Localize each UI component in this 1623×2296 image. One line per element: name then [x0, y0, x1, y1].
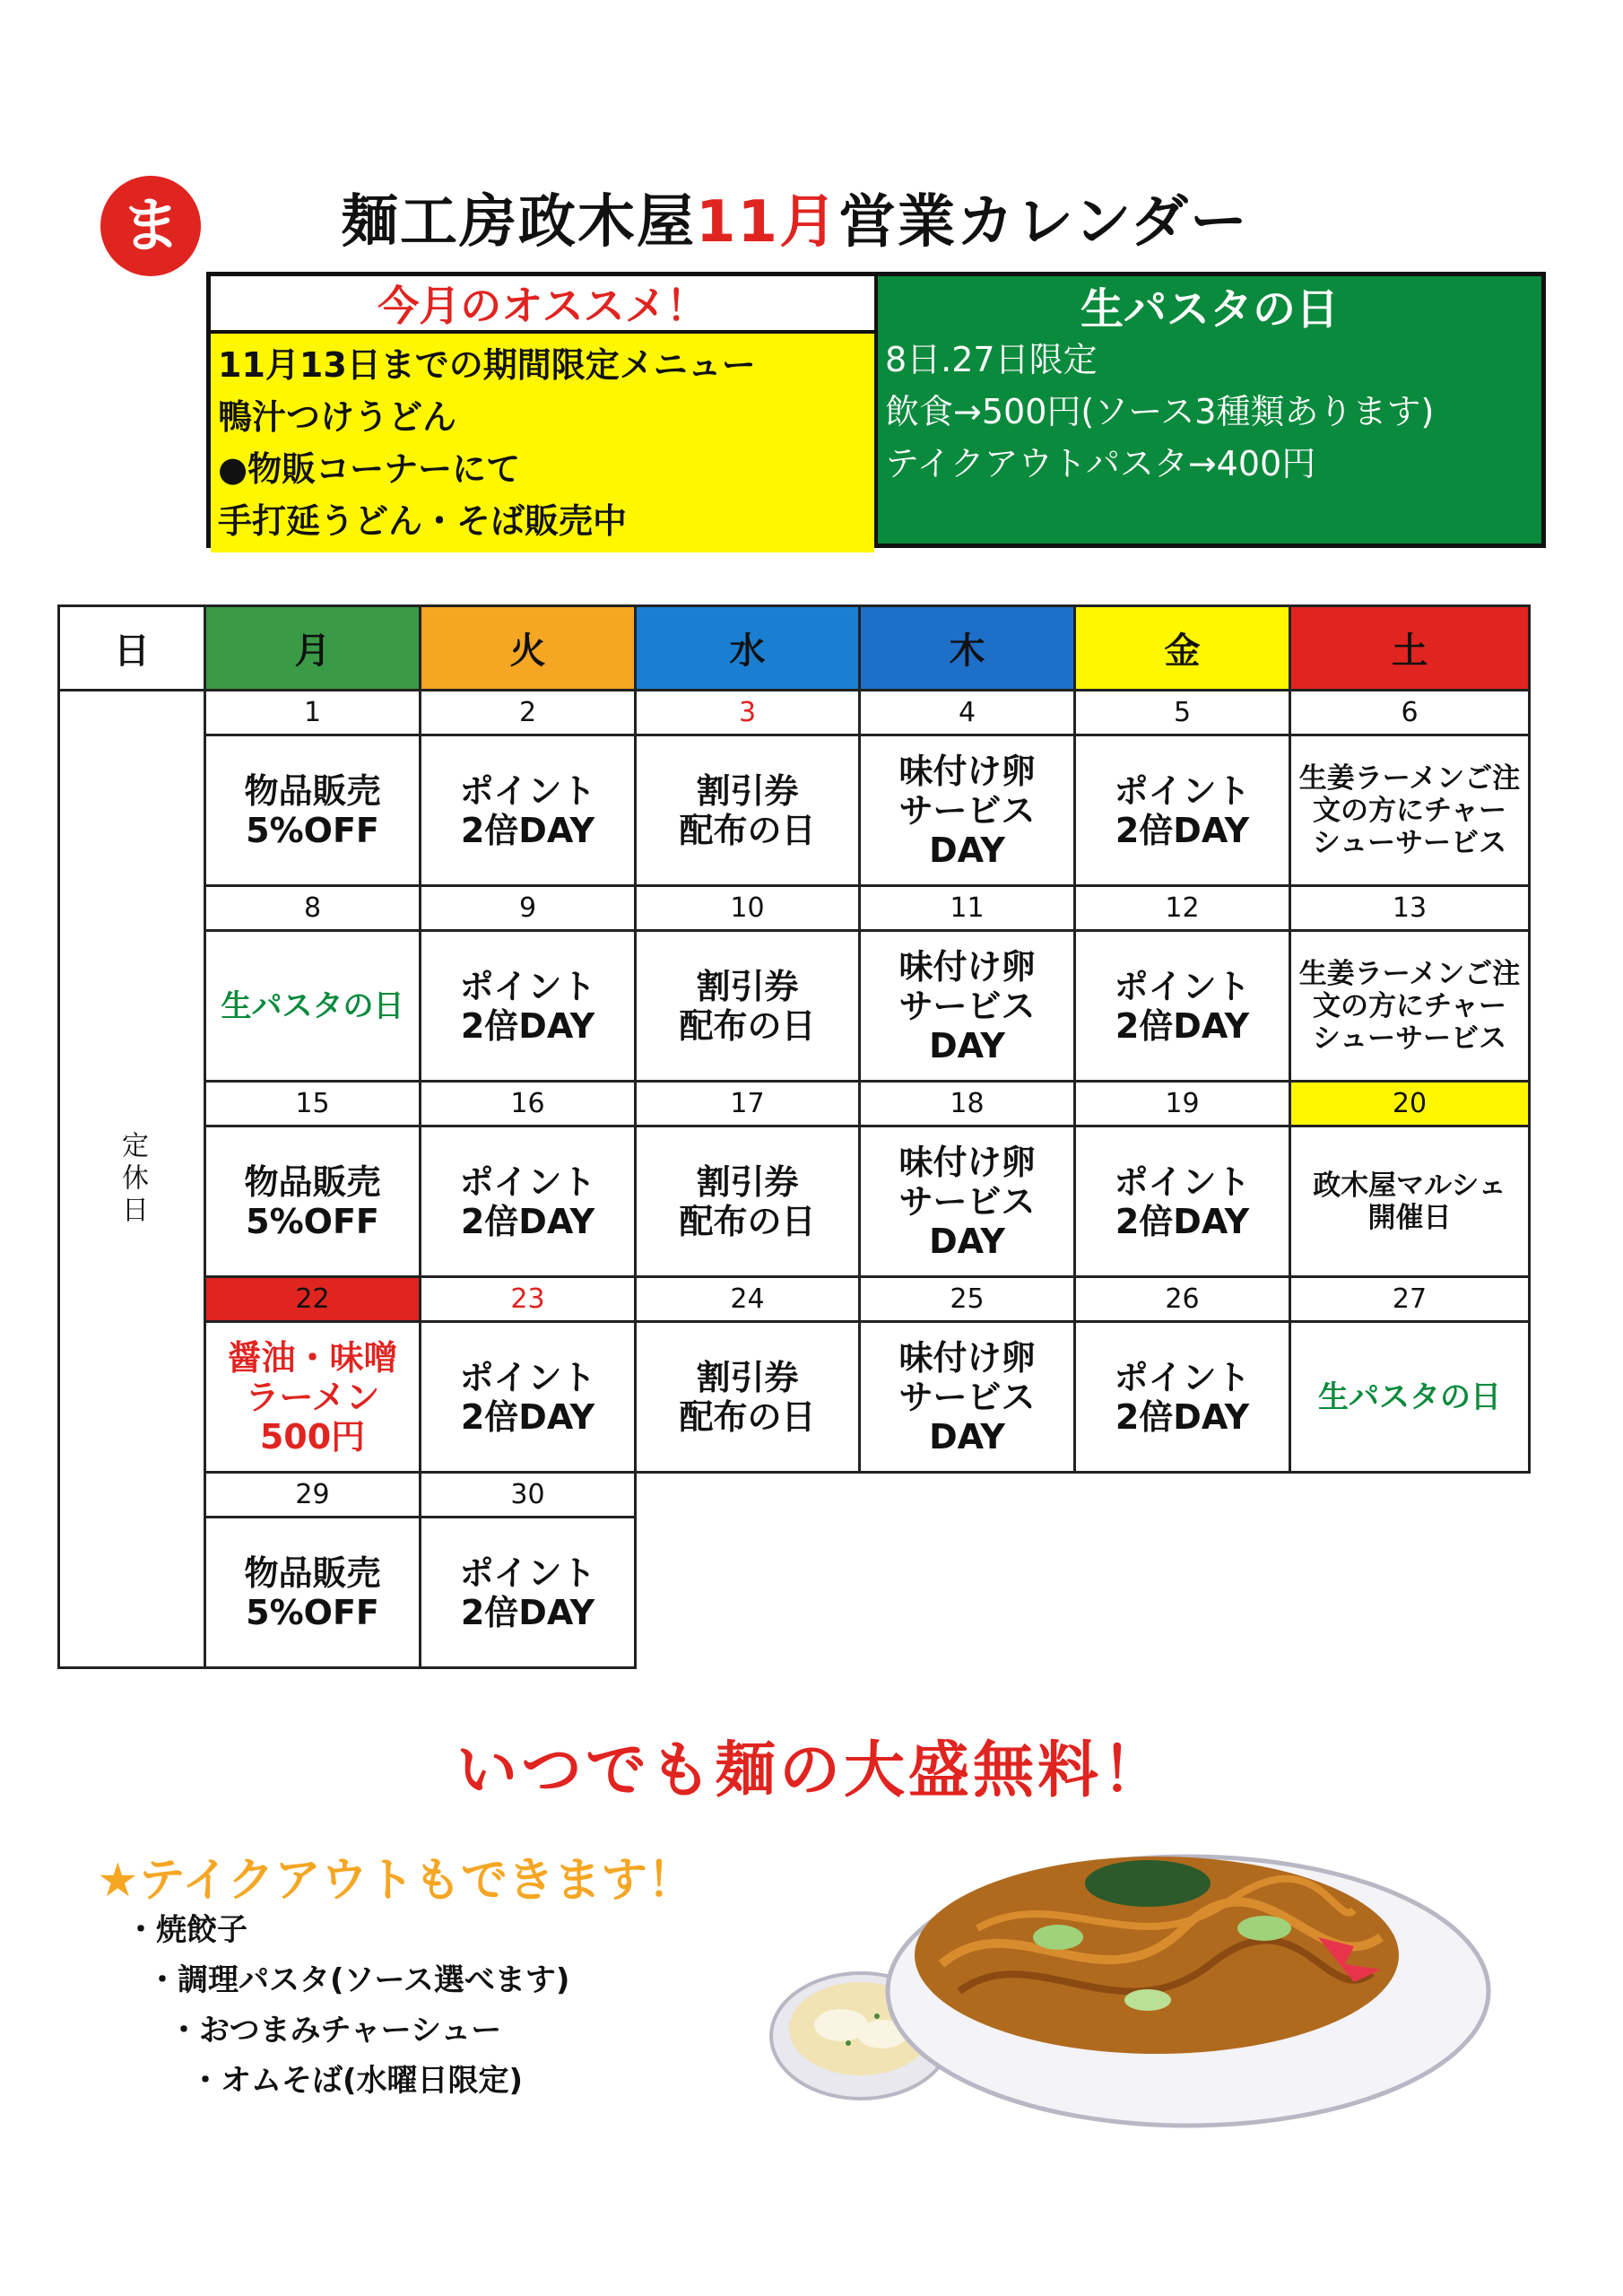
recommend-line: 11月13日までの期間限定メニュー: [218, 345, 756, 385]
event-cell: 味付け卵 サービス DAY: [858, 929, 1076, 1083]
event-cell: ポイント 2倍DAY: [1073, 1125, 1291, 1278]
recommend-line: 鴨汁つけうどん: [218, 397, 457, 437]
event-cell: 物品販売 5%OFF: [204, 734, 421, 887]
page-title: [341, 176, 1249, 265]
event-cell: ポイント 2倍DAY: [419, 1320, 637, 1474]
logo-icon: [100, 176, 201, 276]
recommend-line: ●物販コーナーにて: [218, 449, 521, 489]
event-cell: ポイント 2倍DAY: [1073, 734, 1291, 887]
date-cell: 2: [419, 689, 637, 736]
date-cell: 17: [634, 1080, 861, 1127]
promo-box: [206, 272, 1546, 548]
title-month: 11月: [696, 189, 839, 256]
event-cell: ポイント 2倍DAY: [1073, 1320, 1291, 1474]
date-cell: 29: [204, 1471, 421, 1518]
pasta-day-line: 8日.27日限定: [885, 340, 1098, 379]
weekday-header: 土: [1289, 604, 1531, 691]
date-cell: 15: [204, 1080, 421, 1127]
takeout-item: ・焼餃子: [126, 1912, 247, 1948]
takeout-item: ・おつまみチャーシュー: [169, 2013, 502, 2048]
recommend-panel: [211, 276, 878, 544]
free-large-banner: いつでも麺の大盛無料！: [456, 1735, 1167, 1806]
closed-day-label: 定休日: [117, 1130, 148, 1228]
event-cell: ポイント 2倍DAY: [419, 734, 637, 887]
date-cell: 19: [1073, 1080, 1291, 1127]
logo-glyph: ま: [121, 191, 180, 260]
date-cell: 6: [1289, 689, 1531, 736]
date-cell: 25: [858, 1275, 1076, 1323]
date-cell: 8: [204, 884, 421, 932]
date-cell: 13: [1289, 884, 1531, 932]
date-cell: 1: [204, 689, 421, 736]
pasta-day-body: [878, 334, 1541, 544]
event-cell: ポイント 2倍DAY: [1073, 929, 1291, 1083]
event-cell: 割引券 配布の日: [634, 1125, 861, 1278]
event-cell: 割引券 配布の日: [634, 1320, 861, 1474]
sunday-column: [57, 689, 206, 1669]
event-cell: 味付け卵 サービス DAY: [858, 1320, 1076, 1474]
food-illustration: [762, 1830, 1497, 2152]
title-prefix: 麺工房政木屋: [341, 189, 696, 256]
event-cell: 割引券 配布の日: [634, 929, 861, 1083]
event-cell: ポイント 2倍DAY: [419, 1516, 637, 1669]
calendar-grid: [57, 604, 1546, 1670]
event-cell: ポイント 2倍DAY: [419, 1125, 637, 1278]
date-cell: 5: [1073, 689, 1291, 736]
takeout-item: ・オムそば(水曜日限定): [190, 2063, 524, 2099]
date-cell: 26: [1073, 1275, 1291, 1323]
event-cell: 味付け卵 サービス DAY: [858, 734, 1076, 887]
event-cell: 割引券 配布の日: [634, 734, 861, 887]
date-cell: 10: [634, 884, 861, 932]
date-cell: 12: [1073, 884, 1291, 932]
weekday-header: 火: [419, 604, 637, 691]
weekday-header: 木: [858, 604, 1076, 691]
date-cell: 30: [419, 1471, 637, 1518]
weekday-header: 金: [1073, 604, 1291, 691]
logo: [100, 176, 201, 276]
date-cell: 11: [858, 884, 1076, 932]
title-suffix: 営業カレンダー: [838, 189, 1249, 256]
event-cell: 政木屋マルシェ 開催日: [1289, 1125, 1531, 1278]
date-cell: 27: [1289, 1275, 1531, 1323]
date-cell: 3: [634, 689, 861, 736]
event-cell: 生姜ラーメンご注 文の方にチャー シューサービス: [1289, 929, 1531, 1083]
event-cell: ポイント 2倍DAY: [419, 929, 637, 1083]
weekday-header: 水: [634, 604, 861, 691]
yakisoba-plate-icon: [888, 1857, 1488, 2126]
event-cell: 物品販売 5%OFF: [204, 1516, 421, 1669]
recommend-heading: 今月のオススメ！: [211, 276, 874, 334]
weekday-header: 月: [204, 604, 421, 691]
pasta-day-line: テイクアウトパスタ→400円: [885, 444, 1316, 483]
weekday-header: 日: [57, 604, 206, 691]
event-cell: 味付け卵 サービス DAY: [858, 1125, 1076, 1278]
event-cell: 生パスタの日: [204, 929, 421, 1083]
pasta-day-panel: [878, 276, 1541, 544]
date-cell: 23: [419, 1275, 637, 1323]
date-cell: 20: [1289, 1080, 1531, 1127]
takeout-heading: ★テイクアウトもできます！: [97, 1854, 694, 1908]
recommend-line: 手打延うどん・そば販売中: [218, 501, 628, 541]
event-cell: 生パスタの日: [1289, 1320, 1531, 1474]
event-cell: 醤油・味噌 ラーメン 500円: [204, 1320, 421, 1474]
date-cell: 16: [419, 1080, 637, 1127]
date-cell: 4: [858, 689, 1076, 736]
recommend-body: [211, 334, 874, 552]
pasta-day-heading: 生パスタの日: [1080, 283, 1339, 335]
date-cell: 18: [858, 1080, 1076, 1127]
event-cell: 物品販売 5%OFF: [204, 1125, 421, 1278]
date-cell: 24: [634, 1275, 861, 1323]
date-cell: 22: [204, 1275, 421, 1323]
takeout-item: ・調理パスタ(ソース選べます): [147, 1962, 570, 1998]
pasta-day-line: 飲食→500円(ソース3種類あります): [885, 392, 1435, 431]
event-cell: 生姜ラーメンご注 文の方にチャー シューサービス: [1289, 734, 1531, 887]
date-cell: 9: [419, 884, 637, 932]
